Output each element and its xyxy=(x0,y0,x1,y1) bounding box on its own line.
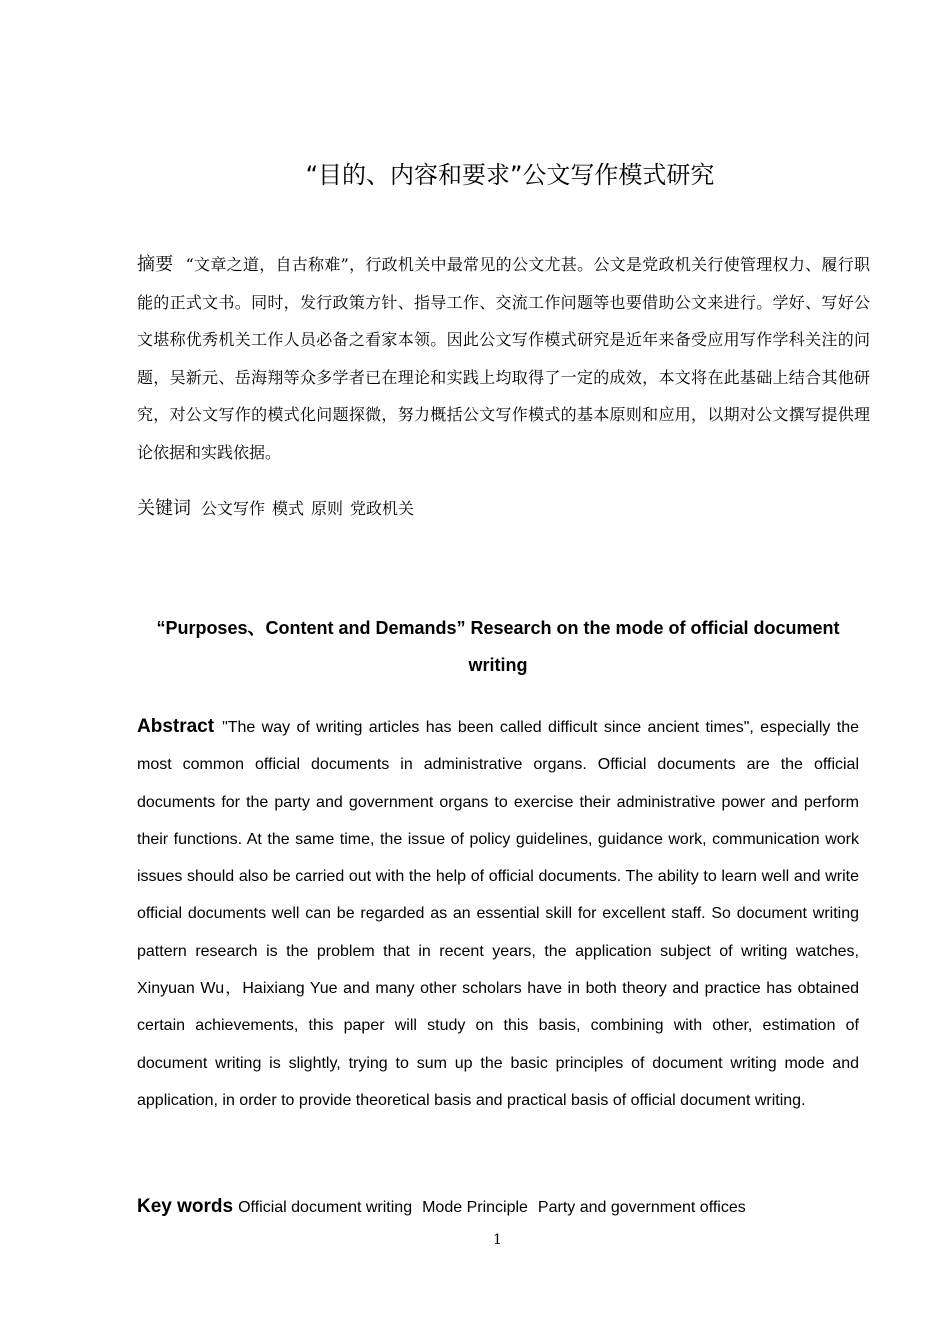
chinese-keyword: 原则 xyxy=(311,499,344,518)
english-keyword: Official document writing xyxy=(238,1199,413,1216)
english-abstract xyxy=(137,708,859,1119)
chinese-keyword: 公文写作 xyxy=(201,499,266,518)
english-abstract-text: "The way of writing articles has been called difficult since ancient times", especially the most common official documents in administrative organs. Official documents are the official documents for the party and government organs to exercise their administrative power and perform their functions. At the same time, the issue of policy guidelines, guidance work, communication work issues should also be carried out with the help of official documents. The ability to learn well and write official documents well can be regarded as an essential skill for excellent staff. So document writing pattern research is the problem that in recent years, the application subject of writing watches, Xinyuan Wu，Haixiang Yue and many other scholars have in both theory and practice has obtained certain achievements, this paper will study on this basis, combining with other, estimation of document writing is slightly, trying to sum up the basic principles of document writing mode and application, in order to provide theoretical basis and practical basis of official document writing. xyxy=(137,719,859,1109)
page-number: 1 xyxy=(493,1232,502,1248)
chinese-abstract-label: 摘要 xyxy=(137,254,174,275)
english-abstract-label: Abstract xyxy=(137,716,215,737)
chinese-abstract-text: “文章之道，自古称难”，行政机关中最常见的公文尤甚。公文是党政机关行使管理权力、履行职能的正式文书。同时，发行政策方针、指导工作、交流工作问题等也要借助公文来进行。学好、写好公文堪称优秀机关工作人员必备之看家本领。因此公文写作模式研究是近年来备受应用写作学科关注的问题，吴新元、岳海翔等众多学者已在理论和实践上均取得了一定的成效，本文将在此基础上结合其他研究，对公文写作的模式化问题探微，努力概括公文写作模式的基本原则和应用，以期对公文撰写提供理论依据和实践依据。 xyxy=(137,255,870,462)
english-keyword: Mode Principle xyxy=(422,1199,528,1216)
chinese-keyword: 模式 xyxy=(272,499,305,518)
chinese-title: “目的、内容和要求”公文写作模式研究 xyxy=(305,161,715,189)
chinese-keyword: 党政机关 xyxy=(350,499,415,518)
english-title: “Purposes、Content and Demands” Research on the mode of official document writing xyxy=(156,618,840,675)
chinese-keywords xyxy=(137,493,870,525)
english-keywords xyxy=(137,1191,859,1224)
english-keywords-label: Key words xyxy=(137,1196,234,1217)
chinese-keywords-label: 关键词 xyxy=(137,498,191,519)
english-keyword: Party and government offices xyxy=(537,1199,746,1216)
chinese-abstract xyxy=(137,246,870,471)
